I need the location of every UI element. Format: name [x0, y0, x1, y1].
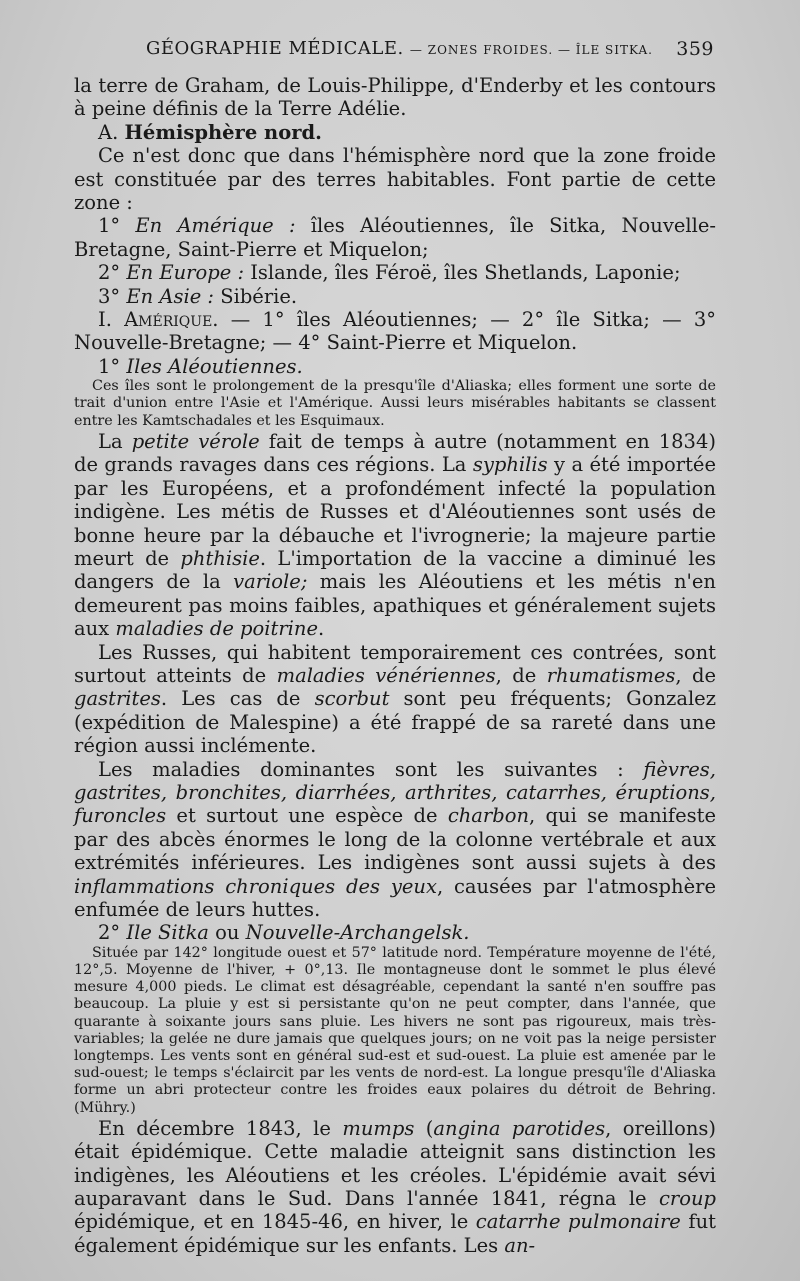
- subheading-sitka: [74, 921, 716, 944]
- section-prefix: I. Amérique.: [98, 308, 219, 332]
- heading-a-title: Hémisphère nord.: [124, 120, 322, 144]
- italic-term: inflammations chroniques des yeux: [74, 874, 437, 898]
- text-run: Les maladies dominantes sont les suivantes :: [98, 757, 644, 781]
- italic-term: catarrhe pulmonaire: [475, 1210, 681, 1234]
- text-run: mais les Aléoutiens et les métis n'en demeurent pas moins faibles, apathiques et généralement sujets aux: [74, 570, 716, 641]
- header-title-text: GÉOGRAPHIE MÉDICALE.: [146, 38, 404, 59]
- text-run: fait de temps à autre (notamment en 1834) de grands ravages dans ces régions. La: [74, 429, 716, 477]
- subheading-num: 1°: [98, 354, 121, 378]
- subheading-num: 2°: [98, 921, 121, 945]
- list-region: En Amérique :: [135, 214, 296, 238]
- list-item-asia: [74, 285, 716, 308]
- paragraph-russians: [74, 641, 716, 758]
- italic-term: mumps: [342, 1116, 415, 1140]
- italic-term: an-: [504, 1233, 536, 1257]
- text-run: épidémique, et en 1845-46, en hiver, le: [74, 1210, 476, 1234]
- italic-term: angina parotides: [433, 1116, 606, 1140]
- list-text: Islande, îles Féroë, îles Shetlands, Laponie;: [250, 261, 681, 285]
- italic-term: charbon: [447, 804, 530, 828]
- italic-term: croup: [658, 1187, 716, 1211]
- header-title: [146, 38, 653, 59]
- text-run: , oreillons) était épidémique. Cette maladie atteignit sans distinction les indigènes, les Aléoutiens et les créoles. L'épidémie avait sévi auparavant dans le Sud. Dans l'année 1841, régna le: [74, 1116, 717, 1211]
- list-item-america: [74, 214, 716, 261]
- list-num: 2°: [98, 261, 121, 285]
- section-america-summary: [74, 308, 716, 355]
- heading-a-prefix: A.: [98, 120, 119, 144]
- list-region: En Europe :: [126, 261, 245, 285]
- text-run: et surtout une espèce de: [166, 804, 448, 828]
- italic-term: rhumatismes: [546, 663, 676, 687]
- italic-term: fièvres, gastrites, bronchites, diarrhées, arthrites, catarrhes, éruptions, furoncles: [74, 757, 716, 828]
- section-heading-a: [74, 121, 716, 144]
- list-text: Sibérie.: [220, 284, 298, 308]
- text-run: , qui se manifeste par des abcès énormes le long de la colonne vertébrale et aux extrémités inférieures. Les indigènes sont aussi sujets à des: [74, 804, 717, 875]
- paragraph-dominant-diseases: [74, 758, 716, 922]
- paragraph-epidemics: [74, 1117, 716, 1257]
- paragraph-continued: la terre de Graham, de Louis-Philippe, d'Enderby et les contours à peine définis de la Terre Adélie.: [74, 74, 716, 121]
- text-run: ou: [208, 921, 246, 945]
- paragraph-intro: Ce n'est donc que dans l'hémisphère nord que la zone froide est constituée par des terres habitables. Font partie de cette zone :: [74, 144, 716, 215]
- italic-term: maladies de poitrine: [115, 617, 319, 641]
- list-num: 3°: [98, 284, 121, 308]
- text-run: La: [98, 429, 132, 453]
- text-run: , de: [495, 663, 547, 687]
- text-run: .: [318, 617, 325, 641]
- text-run: . L'importation de la vaccine a diminué les dangers de la: [74, 546, 716, 594]
- page-number: 359: [676, 38, 714, 60]
- subheading-aleutians: [74, 355, 716, 378]
- italic-term: variole;: [233, 570, 308, 594]
- italic-term: petite vérole: [131, 429, 260, 453]
- text-run: sont peu fréquents; Gonzalez (expédition de Malespine) a été frappé de sa rareté dans une région aussi inclémente.: [74, 687, 716, 758]
- list-region: En Asie :: [126, 284, 215, 308]
- italic-term: maladies vénériennes: [276, 663, 496, 687]
- text-run: . Les cas de: [160, 687, 315, 711]
- italic-term: phthisie: [180, 546, 260, 570]
- subheading-title: Iles Aléoutiennes.: [126, 354, 303, 378]
- note-sitka: Située par 142° longitude ouest et 57° latitude nord. Température moyenne de l'été, 12°,5. Moyenne de l'hiver, + 0°,13. Ile montagneuse dont le sommet le plus élevé mesure 4,000 pieds. Le climat est désagréable, cependant la santé n'en souffre pas beaucoup. La pluie y est si persistante qu'on ne peut compter, dans l'année, que quarante à soixante jours sans pluie. Les hivers ne sont pas rigoureux, mais très-variables; la gelée ne dure jamais que quelques jours; on ne voit pas la neige persister longtemps. Les vents sont en général sud-est et sud-ouest. La pluie est amenée par le sud-ouest; le temps s'éclaircit par les vents de nord-est. La longue presqu'île d'Aliaska forme un abri protecteur contre les froides eaux polaires du détroit de Behring. (Mühry.): [74, 944, 716, 1116]
- paragraph-diseases-1: [74, 430, 716, 641]
- list-num: 1°: [98, 214, 121, 238]
- list-item-europe: [74, 261, 716, 284]
- header-subtitle: — ZONES FROIDES. — ÎLE SITKA.: [409, 43, 653, 57]
- italic-term: syphilis: [472, 453, 548, 477]
- text-run: , causées par l'atmosphère enfumée de leurs huttes.: [74, 874, 716, 922]
- subheading-title: Ile Sitka: [126, 921, 209, 945]
- italic-term: gastrites: [74, 687, 161, 711]
- subheading-title-alt: Nouvelle-Archangelsk.: [245, 921, 470, 945]
- text-run: Les Russes, qui habitent temporairement ces contrées, sont surtout atteints de: [74, 640, 716, 687]
- note-aleutians: Ces îles sont le prolongement de la presqu'île d'Aliaska; elles forment une sorte de trait d'union entre l'Asie et l'Amérique. Aussi leurs misérables habitants se classent entre les Kamtschadales et les Esquimaux.: [74, 378, 716, 429]
- text-run: y a été importée par les Européens, et a profondément infecté la population indigène. Les métis de Russes et d'Aléoutiennes sont usés de bonne heure par la débauche et l'ivrognerie; la majeure partie meurt de: [74, 453, 717, 570]
- page-body: [74, 74, 716, 1257]
- text-run: En décembre 1843, le: [98, 1116, 343, 1140]
- italic-term: scorbut: [314, 687, 390, 711]
- text-run: (: [414, 1116, 434, 1140]
- section-text: — 1° îles Aléoutiennes; — 2° île Sitka; — 3° Nouvelle-Bretagne; — 4° Saint-Pierre et Miquelon.: [74, 308, 716, 355]
- list-text: îles Aléoutiennes, île Sitka, Nouvelle-Bretagne, Saint-Pierre et Miquelon;: [74, 214, 717, 261]
- text-run: , de: [675, 663, 716, 687]
- text-run: fut également épidémique sur les enfants. Les: [74, 1210, 716, 1257]
